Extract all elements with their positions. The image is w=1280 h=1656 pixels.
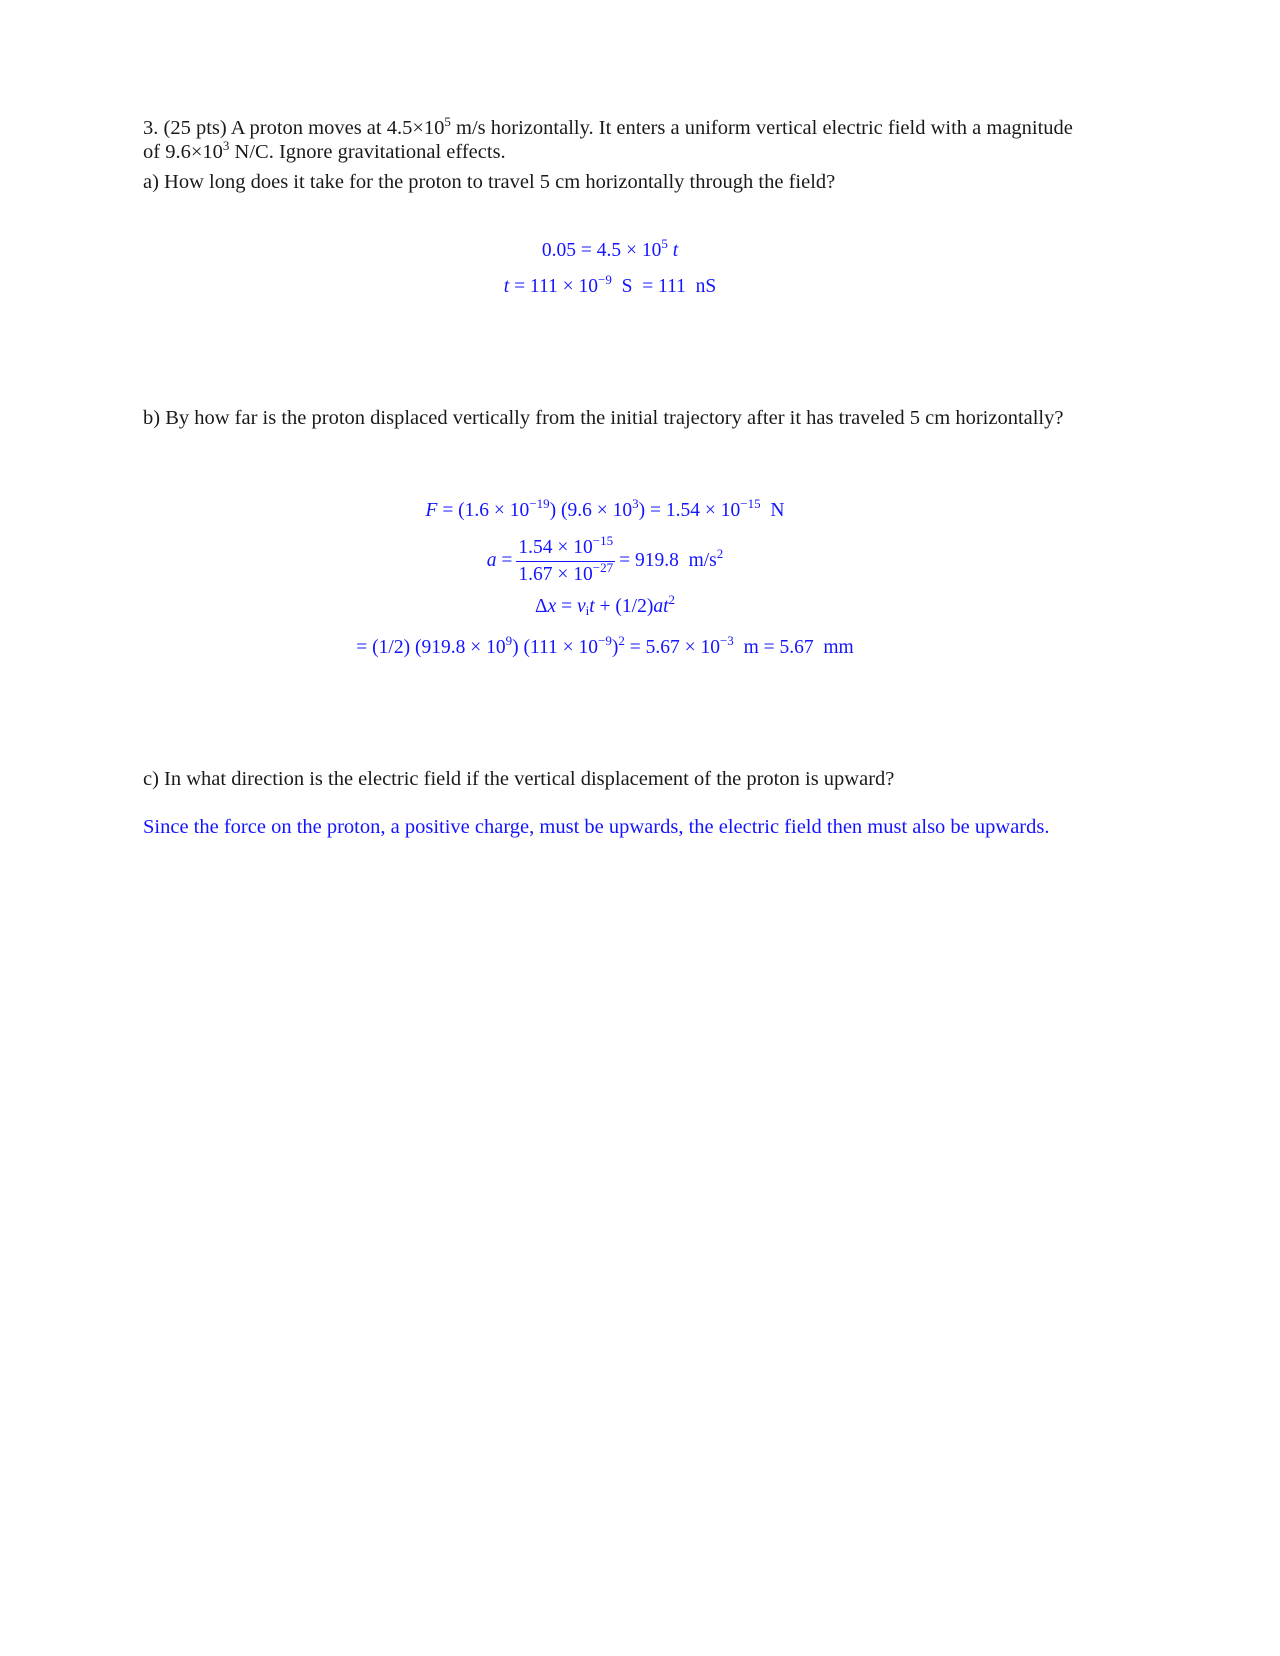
eq-text: ) (111 × 10 — [512, 637, 598, 658]
eq-text: = — [556, 596, 577, 617]
eq-text: S = 111 nS — [611, 276, 717, 297]
eq-text: Δ — [535, 596, 548, 617]
problem-number: 3. — [143, 117, 159, 139]
variable: at — [653, 596, 669, 617]
eq-text: m = 5.67 mm — [733, 637, 854, 658]
eq-text: ) = 1.54 × 10 — [638, 500, 741, 521]
eq-text: ) (9.6 × 10 — [549, 500, 633, 521]
exponent: −3 — [719, 633, 734, 648]
variable: x — [547, 596, 557, 617]
exponent: −15 — [740, 496, 761, 511]
exponent: 3 — [222, 138, 230, 153]
eq-text: = 111 × 10 — [509, 276, 598, 297]
exponent: −15 — [592, 533, 614, 548]
denominator — [516, 562, 615, 586]
exponent: 5 — [661, 236, 668, 251]
variable: a — [486, 549, 497, 571]
variable: t — [667, 240, 679, 261]
force-equation — [0, 496, 1215, 522]
problem-statement — [143, 116, 1073, 164]
statement-text: A proton moves at 4.5×10 — [230, 117, 445, 139]
exponent: 9 — [505, 633, 513, 648]
kinematics-equation — [0, 592, 1215, 618]
problem-points: (25 pts) — [163, 117, 227, 139]
eq-text: ) — [611, 637, 619, 658]
eq-text: N — [760, 500, 785, 521]
exponent: −9 — [598, 633, 612, 648]
eq-text: 0.05 = 4.5 × 10 — [541, 240, 662, 261]
subscript: i — [585, 603, 590, 618]
eq-text: = 919.8 m/s — [619, 549, 717, 571]
exponent: 2 — [618, 633, 625, 648]
exponent: −9 — [598, 272, 612, 287]
eq-text: = 5.67 × 10 — [624, 637, 720, 658]
variable: t — [503, 276, 510, 297]
variable: F — [425, 500, 438, 521]
part-c-question: c) In what direction is the electric field if the vertical displacement of the proton is upward? — [143, 768, 895, 790]
exponent: 3 — [632, 496, 639, 511]
displacement-calculation — [0, 633, 1215, 659]
exponent: −27 — [592, 560, 614, 575]
eq-text: = — [496, 549, 513, 571]
numerator — [516, 533, 615, 562]
part-a-question: a) How long does it take for the proton to travel 5 cm horizontally through the field? — [143, 171, 836, 193]
acceleration-equation — [0, 533, 1215, 586]
part-a-equation-1 — [0, 236, 1220, 262]
eq-text: = (1/2) (919.8 × 10 — [356, 637, 506, 658]
exponent: 2 — [668, 592, 675, 607]
statement-text: N/C. Ignore gravitational effects. — [229, 141, 506, 163]
variable: v — [576, 596, 586, 617]
part-a-equation-2 — [0, 272, 1220, 298]
part-b-question: b) By how far is the proton displaced vertically from the initial trajectory after it has traveled 5 cm horizontally? — [143, 407, 1064, 429]
eq-text: + (1/2) — [594, 596, 654, 617]
part-c-answer: Since the force on the proton, a positive charge, must be upwards, the electric field then must also be upwards. — [143, 816, 1050, 838]
eq-text: 1.67 × 10 — [518, 564, 593, 585]
variable: t — [589, 596, 595, 617]
statement-text: m/s horizontally. It enters a uniform vertical electric field with a magnitude of 9.6×10 — [143, 117, 1073, 163]
exponent: 2 — [716, 545, 724, 561]
eq-text: = (1.6 × 10 — [437, 500, 530, 521]
eq-text: 1.54 × 10 — [518, 537, 593, 558]
exponent: −19 — [529, 496, 550, 511]
exponent: 5 — [444, 114, 451, 129]
fraction — [516, 533, 615, 586]
